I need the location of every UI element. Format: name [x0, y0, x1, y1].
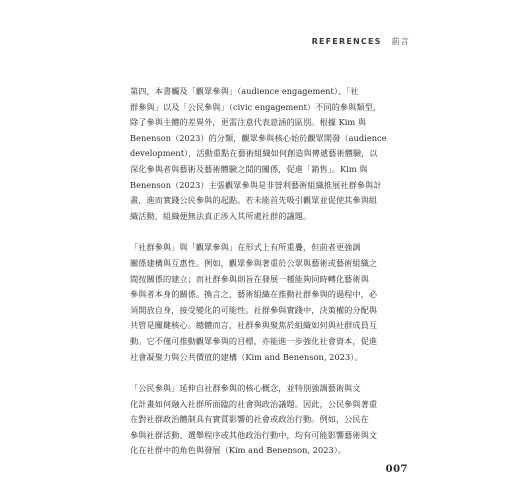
- paragraph-line: 共管是關鍵核心。總體而言，社群參與聚焦於組織如何與社群成員互: [130, 320, 378, 331]
- paragraph-spacer: [130, 224, 392, 240]
- paragraph-line: 須開放自身，接受變化的可能性。社群參與實踐中，決策權的分配與: [130, 304, 378, 315]
- paragraph-line: 群參與」以及「公民參與」（civic engagement）不同的參與類型，: [130, 101, 382, 112]
- paragraph-line: Benenson（2023）的分類，觀眾參與核心始於觀眾開發（audience: [130, 132, 387, 143]
- paragraph-line: Benenson（2023）主張觀眾參與是非營利藝術組織推展社群參與計: [130, 179, 382, 190]
- running-header: [312, 36, 410, 47]
- paragraph-line: 參與社群活動、選舉程序或其他政治行動中，均有可能影響藝術與文: [130, 429, 378, 440]
- paragraph-line: 關係建構與互惠性。例如，觀眾參與著重於公眾與藝術或藝術組織之: [130, 257, 378, 268]
- running-header-section-zh: 前言: [391, 37, 410, 46]
- paragraph-line: development），活動重點在藝術組織如何創造與傳遞藝術體驗，以: [130, 148, 378, 159]
- paragraph-line: 化計畫如何融入社群所面臨的社會與政治議題。因此，公民參與著重: [130, 398, 378, 409]
- paragraph-line: 「公民參與」延伸自社群參與的核心概念，並特別強調藝術與文: [130, 383, 361, 394]
- paragraph-line: 除了參與主體的差異外，更需注意代表意涵的區別。根據 Kim 與: [130, 117, 367, 128]
- paragraph-line: 化在社群中的角色與發展（Kim and Benenson, 2023）。: [130, 445, 347, 456]
- paragraph-line: 第四，本書觸及「觀眾參與」（audience engagement）、「社: [130, 86, 359, 96]
- page-number: 007: [385, 464, 408, 475]
- paragraph-spacer: [130, 365, 392, 381]
- paragraph-line: 深化參與者與藝術及藝術體驗之間的關係，促進「銷售」。Kim 與: [130, 163, 368, 174]
- paragraph-line: 社會凝聚力與公共價值的建構（Kim and Benenson, 2023）。: [130, 351, 363, 362]
- body-text: [130, 84, 392, 459]
- running-header-section-en: REFERENCES: [311, 37, 382, 46]
- paragraph-line: 動。它不僅可推動觀眾參與的目標，亦能進一步強化社會資本，促進: [130, 335, 378, 346]
- paragraph-3: [130, 381, 392, 459]
- paragraph-line: 織活動，組織便無法真正涉入其所處社群的議題。: [130, 210, 312, 221]
- paragraph-line: 間按關係的建立；而社群參與則旨在發展一種能夠同時轉化藝術與: [130, 273, 369, 284]
- paragraph-2: [130, 240, 392, 365]
- paragraph-line: 「社群參與」與「觀眾參與」在形式上有所重疊，但前者更強調: [130, 242, 361, 253]
- paragraph-1: [130, 84, 392, 224]
- paragraph-line: 參與者本身的關係。換言之，藝術組織在推動社群參與的過程中，必: [130, 289, 378, 300]
- paragraph-line: 在對社群政治體制具有實質影響的社會或政治行動。例如，公民在: [130, 414, 369, 425]
- paragraph-line: 畫，進而實踐公民參與的起點。若未能首先吸引觀眾並促使其參與組: [130, 195, 378, 206]
